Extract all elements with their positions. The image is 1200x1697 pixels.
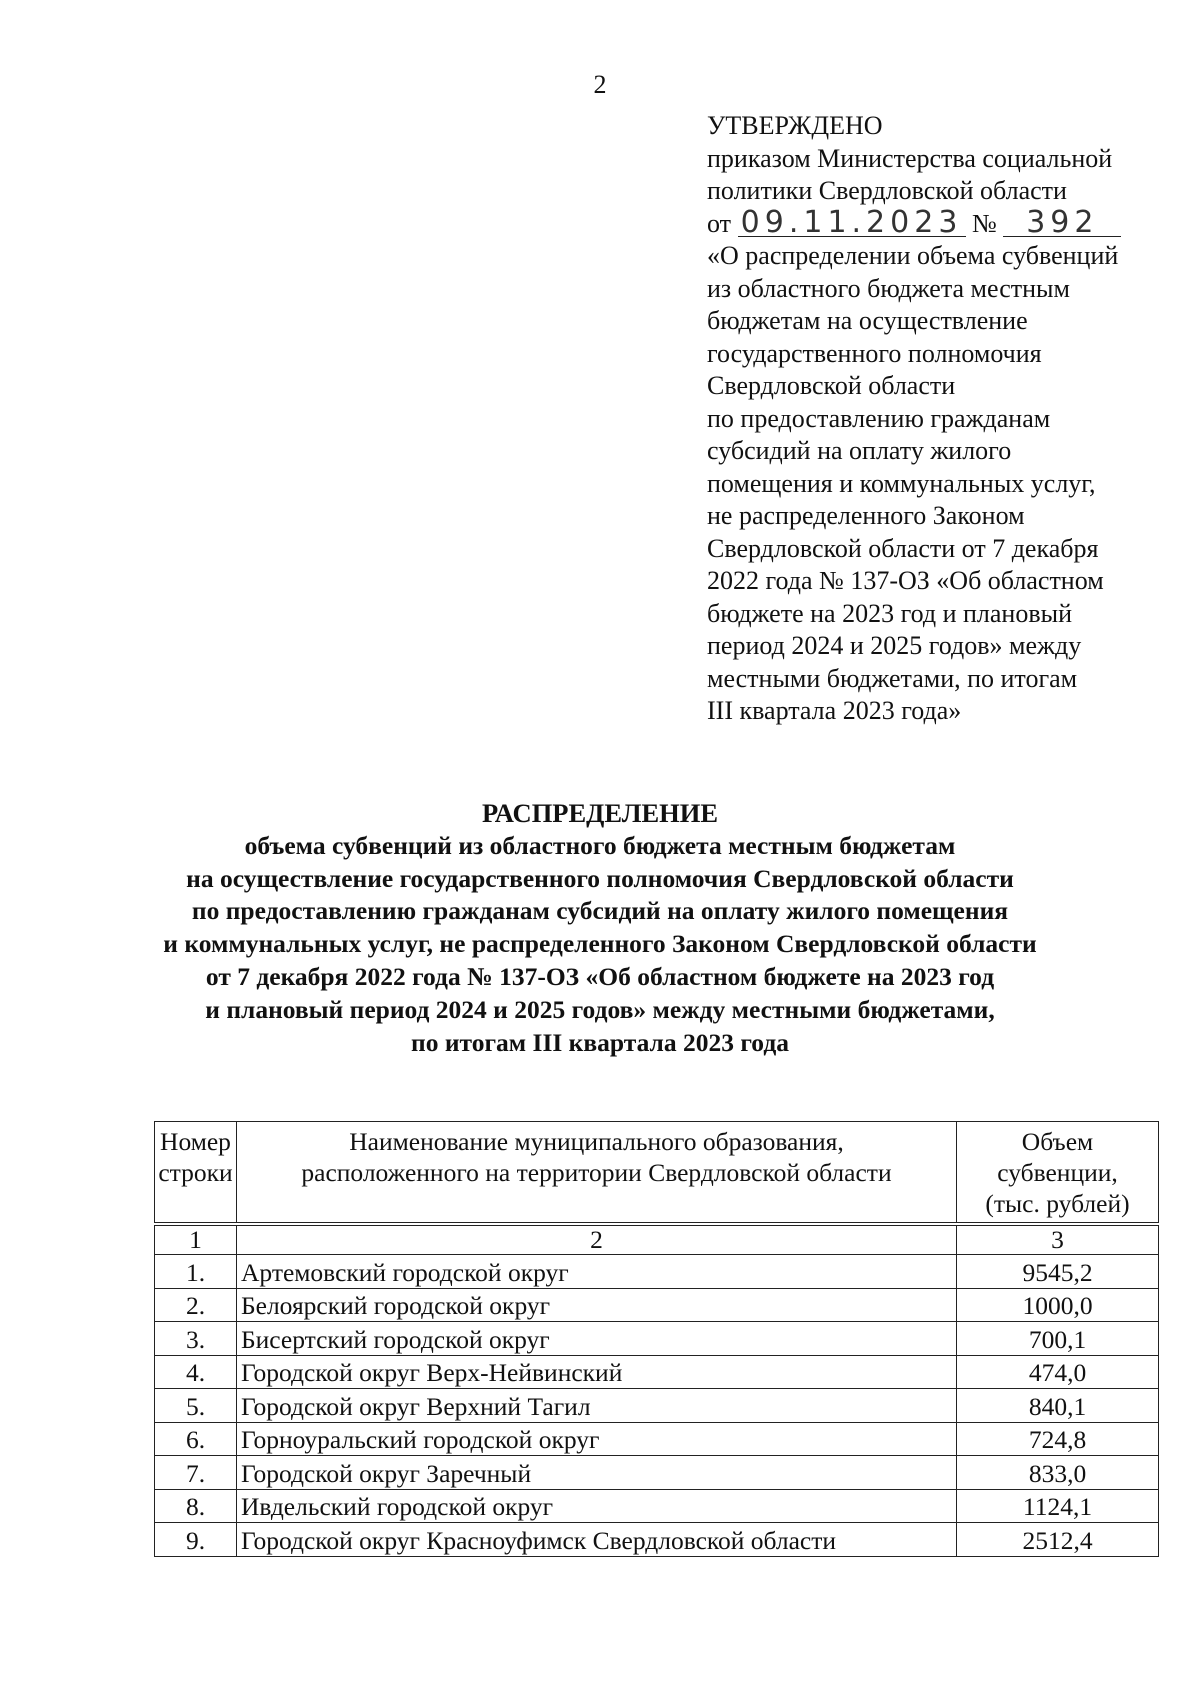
row-number: 8. (155, 1489, 237, 1523)
column-number: 2 (237, 1224, 957, 1255)
heading-line: и коммунальных услуг, не распределенного Законом Свердловской области (163, 929, 1037, 959)
municipality-name: Городской округ Заречный (237, 1456, 957, 1490)
page-number: 2 (593, 70, 607, 99)
table-row (155, 1288, 1159, 1322)
municipality-name: Городской округ Красноуфимск Свердловской области (237, 1523, 957, 1557)
subvention-value: 1000,0 (957, 1288, 1159, 1322)
order-title-line: Свердловской области от 7 декабря (707, 533, 1099, 563)
distribution-table (154, 1121, 1159, 1557)
order-title (707, 240, 1177, 728)
table-row (155, 1255, 1159, 1289)
table-row (155, 1355, 1159, 1389)
row-number: 3. (155, 1322, 237, 1356)
subvention-value: 2512,4 (957, 1523, 1159, 1557)
order-title-line: Свердловской области (707, 371, 956, 400)
order-title-line: государственного полномочия (707, 338, 1042, 368)
heading-title: РАСПРЕДЕЛЕНИЕ (481, 798, 719, 828)
handwritten-order-number: 392 (1003, 210, 1121, 237)
document-heading (0, 797, 1200, 1059)
order-title-line: из областного бюджета местным (707, 273, 1070, 303)
table-row (155, 1489, 1159, 1523)
header-municipality-name: Наименование муниципального образования, расположенного на территории Свердловской области (237, 1122, 957, 1225)
subvention-value: 833,0 (957, 1456, 1159, 1490)
row-number: 2. (155, 1288, 237, 1322)
order-title-line: «О распределении объема субвенций (707, 241, 1119, 270)
order-title-line: не распределенного Законом (707, 501, 1025, 530)
row-number: 9. (155, 1523, 237, 1557)
header-row-number: Номер строки (155, 1122, 237, 1225)
approval-line: политики Свердловской области (707, 176, 1067, 205)
row-number: 6. (155, 1422, 237, 1456)
table-row (155, 1389, 1159, 1423)
order-title-line: помещения и коммунальных услуг, (707, 468, 1096, 498)
row-number: 5. (155, 1389, 237, 1423)
row-number: 7. (155, 1456, 237, 1490)
subvention-value: 9545,2 (957, 1255, 1159, 1289)
column-number-row (155, 1224, 1159, 1255)
table-row (155, 1322, 1159, 1356)
order-date-number-line (707, 204, 1177, 241)
subvention-value: 700,1 (957, 1322, 1159, 1356)
table-row (155, 1456, 1159, 1490)
column-number: 1 (155, 1224, 237, 1255)
row-number: 1. (155, 1255, 237, 1289)
order-title-line: по предоставлению гражданам (707, 403, 1051, 433)
handwritten-date: 09.11.2023 (738, 210, 966, 237)
heading-line: по предоставлению гражданам субсидий на оплату жилого помещения (191, 896, 1009, 926)
order-title-line: период 2024 и 2025 годов» между (707, 631, 1082, 660)
subvention-value: 1124,1 (957, 1489, 1159, 1523)
heading-line: от 7 декабря 2022 года № 137-ОЗ «Об областном бюджете на 2023 год (205, 961, 995, 991)
order-title-line: III квартала 2023 года» (707, 696, 962, 725)
order-title-line: субсидий на оплату жилого (707, 436, 1012, 465)
subvention-value: 724,8 (957, 1422, 1159, 1456)
heading-line: по итогам III квартала 2023 года (411, 1027, 789, 1057)
approval-stamp-label: УТВЕРЖДЕНО (707, 111, 883, 140)
municipality-name: Городской округ Верхний Тагил (237, 1389, 957, 1423)
order-title-line: бюджете на 2023 год и плановый (707, 598, 1072, 628)
municipality-name: Городской округ Верх-Нейвинский (237, 1355, 957, 1389)
municipality-name: Артемовский городской округ (237, 1255, 957, 1289)
number-label: № (972, 208, 997, 238)
column-number: 3 (957, 1224, 1159, 1255)
table-row (155, 1523, 1159, 1557)
approval-line: приказом Министерства социальной (707, 143, 1113, 173)
order-title-line: 2022 года № 137-ОЗ «Об областном (707, 566, 1104, 595)
order-title-line: местными бюджетами, по итогам (707, 663, 1078, 693)
municipality-name: Горноуральский городской округ (237, 1422, 957, 1456)
heading-line: объема субвенций из областного бюджета местным бюджетам (244, 830, 956, 860)
subvention-value: 840,1 (957, 1389, 1159, 1423)
subvention-value: 474,0 (957, 1355, 1159, 1389)
heading-line: на осуществление государственного полномочия Свердловской области (186, 863, 1014, 893)
row-number: 4. (155, 1355, 237, 1389)
heading-subtitle (0, 830, 1200, 1060)
order-title-line: бюджетам на осуществление (707, 306, 1028, 335)
approval-block (707, 110, 1177, 728)
municipality-name: Белоярский городской округ (237, 1288, 957, 1322)
table-row (155, 1422, 1159, 1456)
from-label: от (707, 208, 732, 238)
heading-line: и плановый период 2024 и 2025 годов» между местными бюджетами, (205, 994, 995, 1024)
municipality-name: Бисертский городской округ (237, 1322, 957, 1356)
table-header-row (155, 1122, 1159, 1225)
municipality-name: Ивдельский городской округ (237, 1489, 957, 1523)
header-subvention-volume: Объем субвенции, (тыс. рублей) (957, 1122, 1159, 1225)
